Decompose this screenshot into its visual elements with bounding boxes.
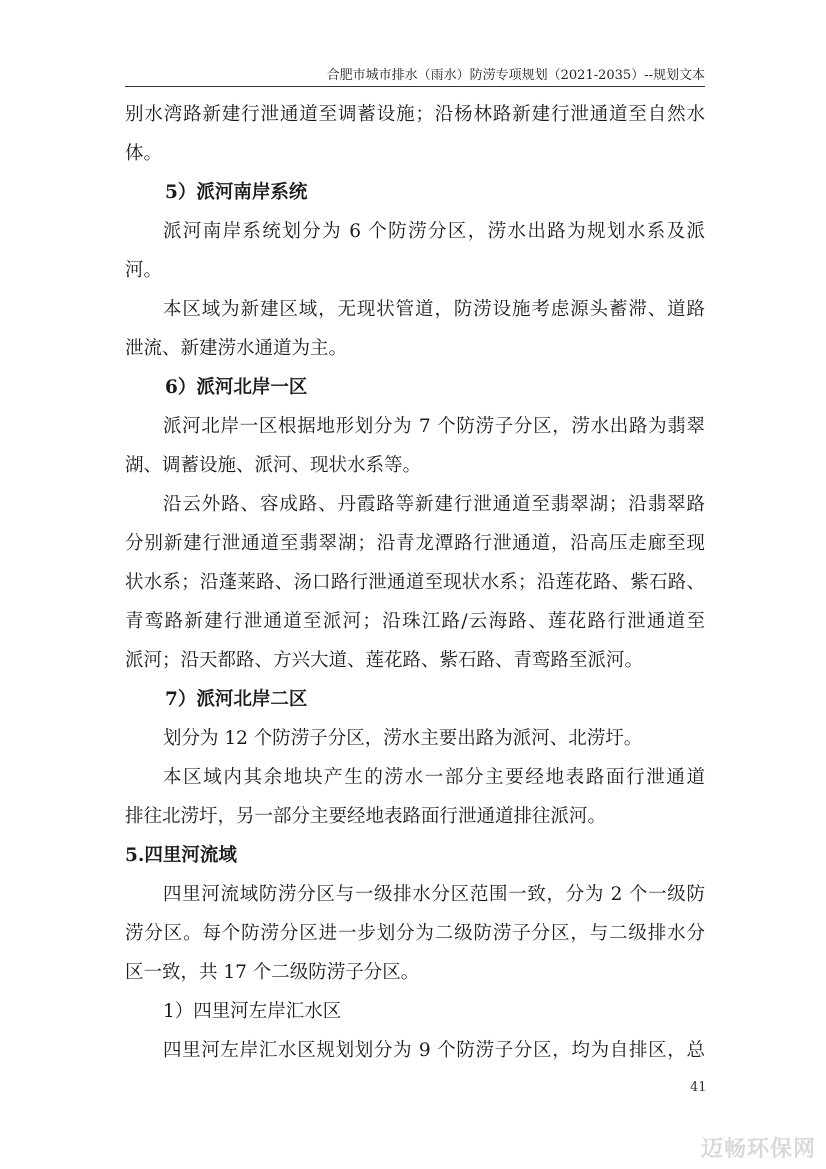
section-heading: 5.四里河流域 — [125, 845, 237, 866]
paragraph-line: 分别新建行泄通道至翡翠湖；沿青龙潭路行泄通道，沿高压走廊至现 — [125, 533, 705, 554]
paragraph-line: 本区域内其余地块产生的涝水一部分主要经地表路面行泄通道 — [163, 767, 705, 788]
paragraph-line: 状水系；沿蓬莱路、汤口路行泄通道至现状水系；沿莲花路、紫石路、 — [125, 572, 705, 593]
paragraph-line: 沿云外路、容成路、丹霞路等新建行泄通道至翡翠湖；沿翡翠路 — [163, 494, 705, 515]
watermark-logo: 迈畅环保网 — [700, 1137, 816, 1162]
paragraph-line: 涝分区。每个防涝分区进一步划分为二级防涝子分区，与二级排水分 — [125, 923, 705, 944]
paragraph-line: 派河北岸一区根据地形划分为 7 个防涝子分区，涝水出路为翡翠 — [163, 416, 705, 437]
paragraph-line: 派河南岸系统划分为 6 个防涝分区，涝水出路为规划水系及派 — [163, 221, 705, 242]
page-number: 41 — [690, 1080, 707, 1095]
paragraph-line: 划分为 12 个防涝子分区，涝水主要出路为派河、北涝圩。 — [163, 728, 643, 749]
running-header: 合肥市城市排水（雨水）防涝专项规划（2021-2035）--规划文本 — [326, 68, 705, 83]
body-text — [125, 95, 705, 1070]
paragraph-line: 泄流、新建涝水通道为主。 — [125, 338, 348, 359]
paragraph-line: 体。 — [125, 143, 163, 164]
paragraph-line: 湖、调蓄设施、派河、现状水系等。 — [125, 455, 422, 476]
subsection-heading: 5）派河南岸系统 — [165, 182, 308, 203]
paragraph-line: 青鸾路新建行泄通道至派河；沿珠江路/云海路、莲花路行泄通道至 — [125, 611, 705, 632]
paragraph-line: 别水湾路新建行泄通道至调蓄设施；沿杨林路新建行泄通道至自然水 — [125, 104, 705, 125]
paragraph-line: 四里河流域防涝分区与一级排水分区范围一致，分为 2 个一级防 — [163, 884, 705, 905]
subsection-heading: 7）派河北岸二区 — [165, 689, 308, 710]
subsection-heading: 6）派河北岸一区 — [165, 377, 308, 398]
paragraph-line: 派河；沿天都路、方兴大道、莲花路、紫石路、青鸾路至派河。 — [125, 650, 644, 671]
header-divider — [125, 86, 705, 87]
paragraph-line: 排往北涝圩，另一部分主要经地表路面行泄通道排往派河。 — [125, 806, 607, 827]
paragraph-line: 区一致，共 17 个二级防涝子分区。 — [125, 962, 420, 983]
paragraph-line: 四里河左岸汇水区规划划分为 9 个防涝子分区，均为自排区，总 — [163, 1040, 705, 1061]
subsection-heading: 1）四里河左岸汇水区 — [163, 1001, 342, 1022]
paragraph-line: 本区域为新建区域，无现状管道，防涝设施考虑源头蓄滞、道路 — [163, 299, 705, 320]
paragraph-line: 河。 — [125, 260, 163, 281]
